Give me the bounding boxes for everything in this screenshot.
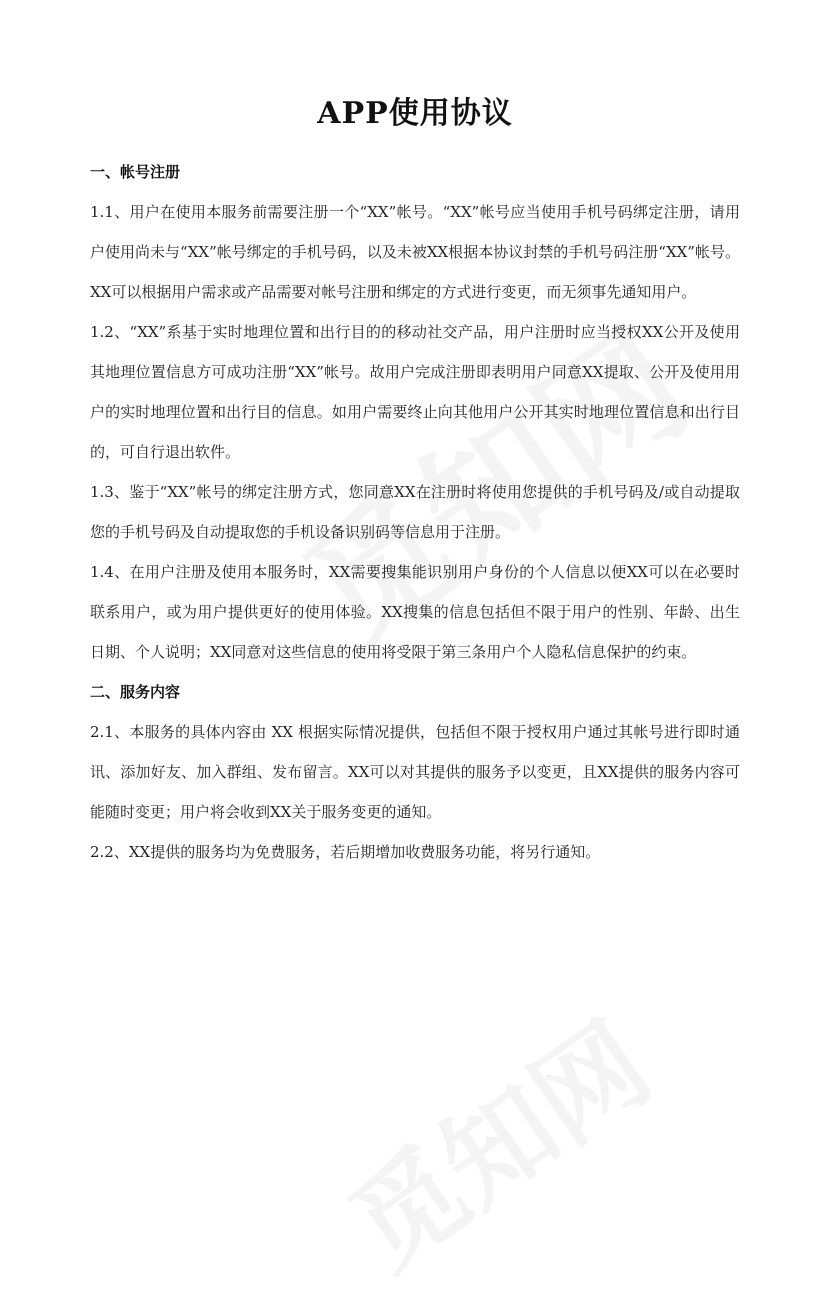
clause-2-2: 2.2、XX提供的服务均为免费服务，若后期增加收费服务功能，将另行通知。 [90,843,601,861]
clause-1-3: 1.3、鉴于“XX”帐号的绑定注册方式，您同意XX在注册时将使用您提供的手机号码及/或自动提取您的手机号码及自动提取您的手机设备识别码等信息用于注册。 [90,483,740,541]
clause-1-1: 1.1、用户在使用本服务前需要注册一个“XX”帐号。“XX”帐号应当使用手机号码绑定注册，请用户使用尚未与“XX”帐号绑定的手机号码，以及未被XX根据本协议封禁的手机号码注册“XX”帐号。XX可以根据用户需求或产品需要对帐号注册和绑定的方式进行变更，而无须事先通知用户。 [90,203,740,301]
clause-2-1: 2.1、本服务的具体内容由 XX 根据实际情况提供，包括但不限于授权用户通过其帐号进行即时通讯、添加好友、加入群组、发布留言。XX可以对其提供的服务予以变更，且XX提供的服务内容可能随时变更；用户将会收到XX关于服务变更的通知。 [90,723,740,821]
section-heading-account-registration: 一、帐号注册 [90,163,181,181]
section-heading-service-content: 二、服务内容 [90,683,181,701]
clause-1-4: 1.4、在用户注册及使用本服务时，XX需要搜集能识别用户身份的个人信息以便XX可以在必要时联系用户，或为用户提供更好的使用体验。XX搜集的信息包括但不限于用户的性别、年龄、出生日期、个人说明；XX同意对这些信息的使用将受限于第三条用户个人隐私信息保护的约束。 [90,563,740,661]
clause-1-2: 1.2、“XX”系基于实时地理位置和出行目的的移动社交产品，用户注册时应当授权XX公开及使用其地理位置信息方可成功注册“XX”帐号。故用户完成注册即表明用户同意XX提取、公开及使用用户的实时地理位置和出行目的信息。如用户需要终止向其他用户公开其实时地理位置信息和出行目的，可自行退出软件。 [90,323,740,461]
watermark [315,980,676,1298]
document-body [90,152,740,872]
document-title: APP使用协议 [317,96,513,131]
